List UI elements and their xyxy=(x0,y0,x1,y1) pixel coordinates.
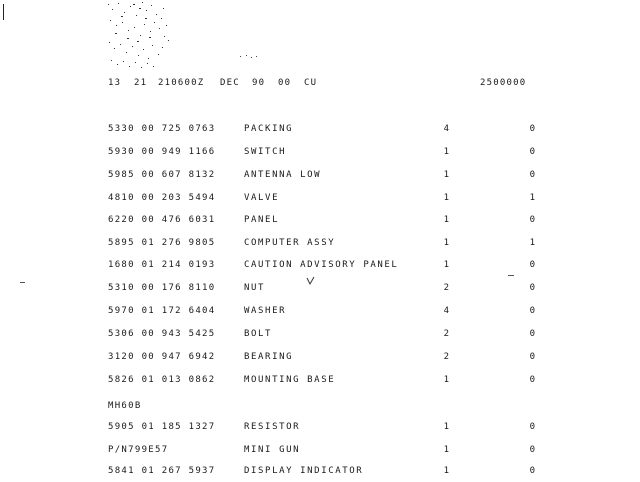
quantity-1: 2 xyxy=(443,283,451,293)
table-row xyxy=(0,260,640,276)
stock-number: 1680 01 214 0193 xyxy=(108,260,216,270)
quantity-1: 1 xyxy=(443,260,451,270)
quantity-1: 1 xyxy=(443,238,451,248)
quantity-2: 1 xyxy=(529,193,537,203)
stock-number: 5985 00 607 8132 xyxy=(108,170,216,180)
quantity-2: 0 xyxy=(529,283,537,293)
quantity-1: 1 xyxy=(443,466,451,476)
item-name: VALVE xyxy=(244,193,280,203)
table-row xyxy=(0,124,640,140)
item-name: WASHER xyxy=(244,306,287,316)
quantity-1: 1 xyxy=(443,147,451,157)
quantity-2: 0 xyxy=(529,260,537,270)
quantity-1: 1 xyxy=(443,445,451,455)
table-row xyxy=(0,215,640,231)
table-row xyxy=(0,170,640,186)
quantity-2: 0 xyxy=(529,422,537,432)
stock-number: 5841 01 267 5937 xyxy=(108,466,216,476)
header-dtg: 210600Z xyxy=(158,78,205,88)
document-header xyxy=(108,78,538,92)
stray-check-mark xyxy=(306,276,316,286)
header-group: 21 xyxy=(134,78,148,88)
stock-number: 5905 01 185 1327 xyxy=(108,422,216,432)
margin-mark xyxy=(3,4,4,20)
section-code: MH60B xyxy=(108,401,142,411)
quantity-1: 1 xyxy=(443,193,451,203)
quantity-1: 4 xyxy=(443,124,451,134)
table-row xyxy=(0,329,640,345)
header-line-no: 13 xyxy=(108,78,122,88)
quantity-2: 0 xyxy=(529,124,537,134)
header-code1: 00 xyxy=(278,78,292,88)
quantity-1: 1 xyxy=(443,422,451,432)
stock-number: 4810 00 203 5494 xyxy=(108,193,216,203)
header-code2: CU xyxy=(304,78,318,88)
table-row xyxy=(0,238,640,254)
stray-mark xyxy=(20,282,25,283)
item-name: PACKING xyxy=(244,124,294,134)
quantity-2: 0 xyxy=(529,445,537,455)
quantity-1: 1 xyxy=(443,375,451,385)
item-name: RESISTOR xyxy=(244,422,301,432)
stock-number: 5930 00 949 1166 xyxy=(108,147,216,157)
scan-noise-block xyxy=(106,0,206,70)
item-name: DISPLAY INDICATOR xyxy=(244,466,364,476)
stock-number: 3120 00 947 6942 xyxy=(108,352,216,362)
stock-number: 5826 01 013 0862 xyxy=(108,375,216,385)
item-name: MINI GUN xyxy=(244,445,301,455)
quantity-2: 0 xyxy=(529,375,537,385)
item-name: CAUTION ADVISORY PANEL xyxy=(244,260,399,270)
item-name: COMPUTER ASSY xyxy=(244,238,336,248)
quantity-1: 2 xyxy=(443,352,451,362)
header-month: DEC xyxy=(220,78,240,88)
stray-mark xyxy=(508,275,514,276)
quantity-2: 0 xyxy=(529,170,537,180)
quantity-1: 2 xyxy=(443,329,451,339)
table-row xyxy=(0,193,640,209)
quantity-2: 0 xyxy=(529,215,537,225)
table-row xyxy=(0,147,640,163)
part-number: P/N799E57 xyxy=(108,445,169,455)
item-name: PANEL xyxy=(244,215,280,225)
table-row xyxy=(0,283,640,299)
quantity-2: 0 xyxy=(529,329,537,339)
stock-number: 6220 00 476 6031 xyxy=(108,215,216,225)
table-row xyxy=(0,352,640,368)
stock-number: 5970 01 172 6404 xyxy=(108,306,216,316)
quantity-2: 0 xyxy=(529,147,537,157)
item-name: MOUNTING BASE xyxy=(244,375,336,385)
table-row xyxy=(0,306,640,322)
header-year: 90 xyxy=(252,78,266,88)
header-amount: 2500000 xyxy=(480,78,527,88)
table-row xyxy=(0,401,640,417)
quantity-2: 0 xyxy=(529,306,537,316)
item-name: BOLT xyxy=(244,329,273,339)
quantity-2: 0 xyxy=(529,466,537,476)
item-name: BEARING xyxy=(244,352,294,362)
quantity-2: 0 xyxy=(529,352,537,362)
stock-number: 5330 00 725 0763 xyxy=(108,124,216,134)
table-row xyxy=(0,375,640,391)
table-row xyxy=(0,422,640,438)
item-name: NUT xyxy=(244,283,266,293)
quantity-1: 1 xyxy=(443,170,451,180)
quantity-1: 4 xyxy=(443,306,451,316)
item-name: SWITCH xyxy=(244,147,287,157)
quantity-2: 1 xyxy=(529,238,537,248)
scan-noise-mark xyxy=(238,52,268,62)
quantity-1: 1 xyxy=(443,215,451,225)
stock-number: 5310 00 176 8110 xyxy=(108,283,216,293)
item-name: ANTENNA LOW xyxy=(244,170,322,180)
stock-number: 5895 01 276 9805 xyxy=(108,238,216,248)
stock-number: 5306 00 943 5425 xyxy=(108,329,216,339)
table-row xyxy=(0,445,640,461)
